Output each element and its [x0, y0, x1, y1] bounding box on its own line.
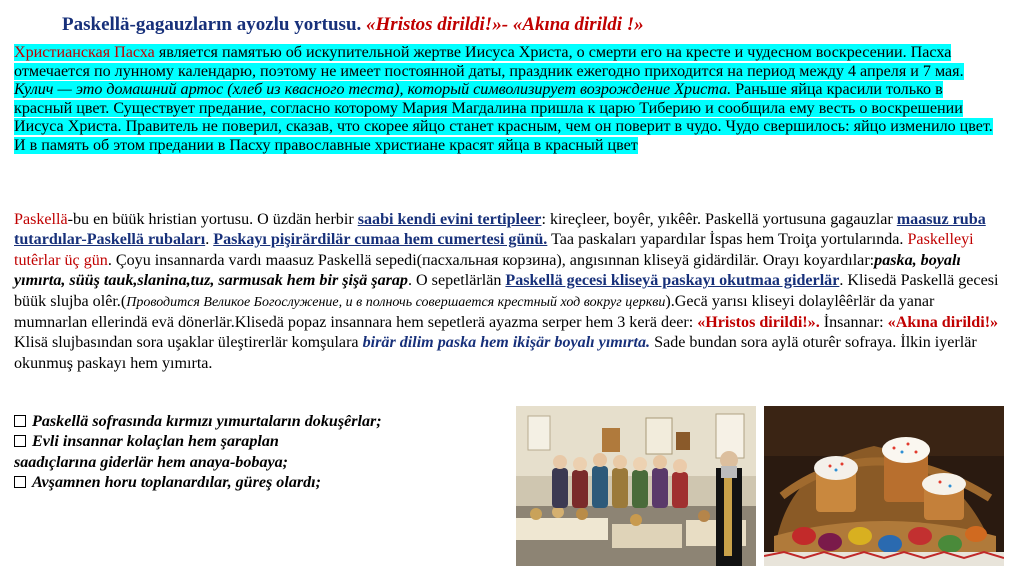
ru-heading: Христианская Пасха [14, 44, 155, 61]
ga-basket-items: paska, boyalı yımırta, süüş tauk,slanina,tuz, sarmusak hem bir şişä şarap [14, 251, 961, 290]
bullet-item [14, 412, 382, 432]
ga-text: . Çoyu insannarda vardı maasuz Paskellä sepedi(пасхальная корзина), angısınnan kliseyä gidärdilär. Orayı koyardılar: [107, 251, 875, 269]
ru-kulich: Кулич — [14, 81, 76, 99]
title-main: Paskellä-gagauzların ayozlu yortusu. [62, 14, 362, 35]
ga-text: ).Gecä yarısı kliseyi dolaylêêrlär da yanar mumnarlan ellerindä evä dönerlär.Klisedä popaz insannara hem sepetlerä ayazma serper hem 3 kerä deer: [14, 292, 935, 332]
ru-italic: это домашний артос (хлеб из квасного теста), который символизирует возрождение Христа. [75, 81, 732, 99]
checkbox-bullet-icon [14, 476, 26, 488]
basket-photo-illustration [764, 406, 1004, 566]
ga-link: Paskayı pişirärdilär cumaa hem cumertesi günü. [213, 231, 548, 249]
ga-text: . [205, 231, 214, 249]
ru-text-a: является памятью об искупительной жертве Иисуса Христа, о смерти его на кресте и чудесном воскресении. Пасха отмечается по лунному календарю, поэтому не имеет постоянной даты, праздник ежегодно приходится на период между 4 апреля и 7 мая. [14, 44, 964, 80]
ga-text-last: Sade bundan sora aylä oturêr sofraya. İlkin iyerlär okunmuş paskayı hem yımırta. [14, 334, 977, 372]
church-photo-illustration [516, 406, 756, 566]
ga-red-2: Paskelleyi tutêrlar üç gün [14, 231, 974, 269]
ga-red-1: Paskellä [14, 211, 68, 228]
bullet-text: Paskellä sofrasında kırmızı yımurtaların dokuşêrlar; [32, 413, 382, 430]
ga-greeting-1: «Hristos dirildi!». [697, 314, 820, 332]
bullet-item [14, 432, 382, 452]
ga-text: . O sepetlärlän [407, 272, 506, 290]
bullet-continuation: saadıçlarına giderlär hem anaya-bobaya; [14, 453, 289, 471]
ga-greeting-2: «Akına dirildi!» [887, 314, 999, 332]
gagauz-paragraph [14, 210, 1002, 374]
checkbox-bullet-icon [14, 435, 26, 447]
easter-basket-photo [764, 406, 1004, 566]
bullet-text: Evli insannar kolaçlan hem şaraplan [32, 433, 279, 451]
russian-paragraph [14, 44, 1002, 156]
ga-text: Taa paskaları yapardılar İspas hem Troiţa yortularında. [547, 231, 908, 249]
ga-link: saabi kendi evini tertipleer [357, 211, 542, 228]
ga-link: Paskellä gecesi kliseyä paskayı okutmaa giderlär [505, 272, 840, 290]
bullet-list [14, 412, 382, 494]
ga-russian-note: Проводится Великое Богослужение, и в полночь совершается крестный ход вокруг церкви [126, 294, 666, 310]
ga-text: -bu en büük hristian yortusu. O üzdän herbir [67, 211, 358, 228]
bullet-item [14, 473, 382, 493]
title-greeting: «Hristos dirildi!»- «Akına dirildi !» [366, 14, 644, 35]
church-blessing-photo [516, 406, 756, 566]
slide-title [62, 14, 644, 36]
ga-navy-italic: birär dilim paska hem ikişär boyalı yımırta. [362, 334, 651, 352]
bullet-text: Avşamnen horu toplanardılar, güreş olardı; [32, 474, 322, 492]
ga-text: Klisä slujbasından sora uşaklar üleştirerlär komşulara [14, 334, 363, 352]
ga-link: maasuz ruba tutardılar-Paskellä rubaları [14, 211, 986, 249]
ru-text-b: Раньше яйца красили только в красный цвет. Существует предание, согласно которому Мария Магдалина пришла к царю Тиберию и сообщила ему весть о воскрешении Иисуса Христа. Правитель не поверил, сказав, что скорее яйцо станет красным, чем он поверит в чудо. Чудо свершилось: яйцо изменило цвет. И в память об этом предании в Пасху православные христиане красят яйца в красный цвет [14, 81, 993, 154]
ga-text: İnsannar: [819, 314, 888, 332]
highlighted-text [14, 44, 993, 154]
occluded-line-spacer [14, 392, 514, 409]
checkbox-bullet-icon [14, 415, 26, 427]
ga-text: . Klisedä Paskellä gecesi büük slujba olêr.( [14, 272, 999, 310]
ga-text: : kireçleer, boyêr, yıkêêr. Paskellä yortusuna gagauzlar [541, 211, 897, 228]
